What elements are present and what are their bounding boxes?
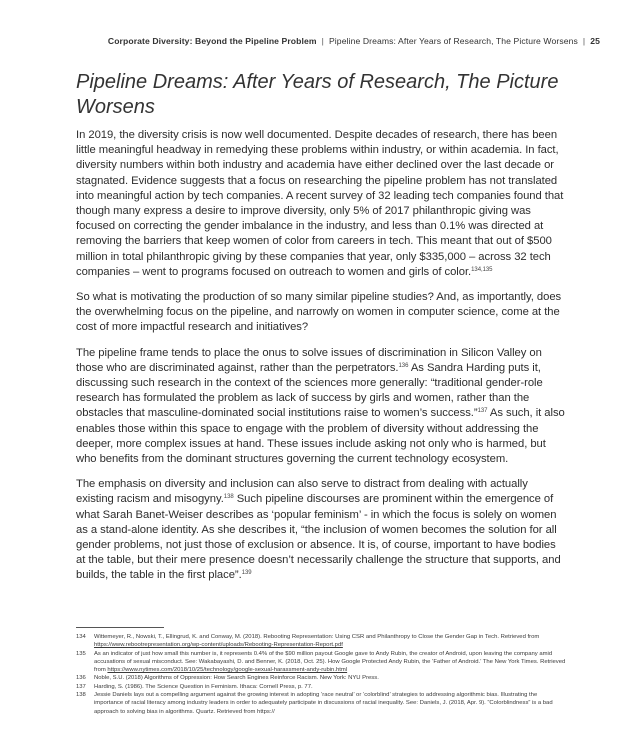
- footnote-link[interactable]: https://www.nytimes.com/2018/10/25/technology/google-sexual-harassment-andy-rubin.html: [107, 667, 348, 674]
- footnote-number: 135: [76, 650, 86, 657]
- running-header-chapter-title: Pipeline Dreams: After Years of Research, The Picture Worsens: [328, 36, 578, 46]
- page-number: 25: [590, 36, 600, 46]
- footnote-text: [94, 650, 566, 675]
- footnote-text: Jessie Daniels lays out a compelling argument against the growing interest in adopting ‘race neutral’ or ‘colorblind’ strategies to addressing algorithmic bias. Illustrating the importance of racial literacy among industry leaders in order to adequately participate in discussions of racial inequality. See: Daniels, J. (2018, Apr. 9). “Colorblindness” is a bad approach to solving bias in algorithms. Quartz. Retrieved from https://: [94, 692, 553, 715]
- footnote-number: 138: [76, 692, 86, 699]
- footnote-ref-139[interactable]: 139: [241, 570, 252, 577]
- footnote-number: 136: [76, 675, 86, 682]
- footnote-number: 134: [76, 634, 86, 640]
- footnote-ref-136[interactable]: 136: [398, 362, 409, 369]
- paragraph-3-text-b: As Sandra Harding puts it, discussing such research in the context of the sciences more generally: “traditional gender-role research has formulated the problem as lack of success by girls and women, rather than the obstacles that masculine-dominated social institutions raise to women’s success.”: [76, 361, 543, 420]
- footnote-135: [76, 650, 566, 675]
- footnote-text: [94, 633, 566, 650]
- paragraph-1: [76, 128, 566, 280]
- footnote-divider: [76, 627, 164, 628]
- paragraph-3-text-a: The pipeline frame tends to place the onus to solve issues of discrimination in Silicon Valley on those who are discriminated against, rather than the perpetrators.: [76, 346, 542, 374]
- running-header-separator-2: |: [582, 36, 586, 46]
- paragraph-4: [76, 477, 566, 583]
- paragraph-2: [76, 290, 566, 336]
- footnote-text: Noble, S.U. (2018) Algorithms of Oppression: How Search Engines Reinforce Racism. New York: NYU Press.: [94, 675, 379, 682]
- footnote-link[interactable]: https://www.rebootrepresentation.org/wp-content/uploads/Rebooting-Representation-Report.pdf: [94, 642, 343, 649]
- paragraph-3: [76, 346, 566, 468]
- footnotes: [76, 633, 566, 716]
- footnote-134: [76, 633, 566, 650]
- paragraph-1-text: In 2019, the diversity crisis is now well documented. Despite decades of research, there has been little meaningful headway in remedying these problems within industry, or within academia. In fact, diversity numbers within both industry and academia have either declined over the last decade or stagnated. Evidence suggests that a focus on researching the pipeline problem has not translated into meaningful action by tech companies. A recent survey of 32 leading tech companies found that though many express a desire to improve diversity, only 5% of 2017 philanthropic giving was focused on correcting the gender imbalance in the industry, and less than 0.1% was directed at removing the barriers that keep women of color from careers in tech. This meant that out of $500 million in total philanthropic giving by these companies that year, only $335,000 – across 32 tech companies – went to programs focused on outreach to women and girls of color.: [76, 129, 564, 278]
- footnote-ref-137[interactable]: 137: [477, 408, 488, 415]
- paragraph-4-text-b: Such pipeline discourses are prominent within the emergence of what Sarah Banet-Weiser describes as ‘popular feminism’ - in which the focus is solely on women as a stand-alone identity. As she describes it, “the inclusion of women becomes the solution for all gender problems, not just those of exclusion or absence. It is, of course, important to have bodies at the table, but their mere presence doesn’t necessarily challenge the structure that supports, and builds, the table in the first place”.: [76, 493, 561, 582]
- footnote-body: Wittemeyer, R., Nowski, T., Ellingrud, K. and Conway, M. (2018). Rebooting Representation: Using CSR and Philanthropy to Close the Gender Gap in Tech. Retrieved from: [94, 634, 540, 640]
- section-title: Pipeline Dreams: After Years of Research, The Picture Worsens: [76, 71, 559, 118]
- footnote-ref-134-135[interactable]: 134,135: [471, 266, 493, 273]
- paragraph-2-text: So what is motivating the production of so many similar pipeline studies? And, as importantly, does the overwhelming focus on the pipeline, and narrowly on women in computer science, come at the cost of more impactful research and initiatives?: [76, 291, 562, 334]
- running-header-separator: |: [321, 36, 324, 46]
- footnote-body: As an indicator of just how small this number is, it represents 0.4% of the $90 million payout Google gave to Andy Rubin, the creator of Android, upon leaving the company amid accusations of sexual misconduct. See: Wakabayashi, D. and Benner, K. (2018, Oct. 25). How Google Protected Andy Rubin, the ‘Father of Android.’ The New York Times. Retrieved from: [94, 650, 566, 674]
- running-header-book-title: Corporate Diversity: Beyond the Pipeline Problem: [107, 36, 317, 46]
- footnote-number: 137: [76, 683, 86, 690]
- running-header: [108, 36, 600, 46]
- body-text: [76, 128, 566, 594]
- footnote-ref-138[interactable]: 138: [223, 494, 234, 501]
- paragraph-3-text-c: As such, it also enables those within this space to engage with the problem of diversity without addressing the deeper, more complex issues at hand. These issues include asking not only who is harmed, but who benefits from the dominant structures governing the current technology ecosystem.: [76, 407, 565, 466]
- footnote-138: [76, 691, 566, 716]
- footnote-text: Harding, S. (1986). The Science Question in Feminism. Ithaca: Cornell Press, p. 77.: [94, 683, 313, 690]
- footnote-137: [76, 683, 566, 691]
- paragraph-4-text-a: The emphasis on diversity and inclusion can also serve to distract from dealing with actually existing racism and misogyny.: [76, 478, 528, 506]
- footnote-136: [76, 674, 566, 682]
